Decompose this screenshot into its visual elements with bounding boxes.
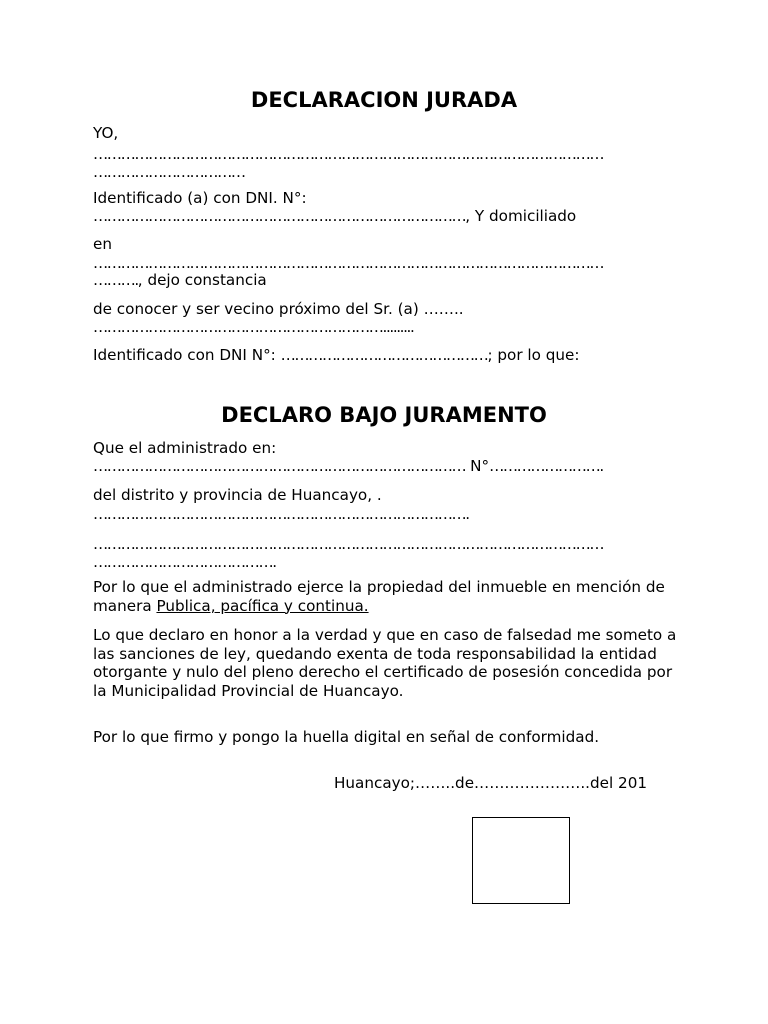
honor-paragraph: Lo que declaro en honor a la verdad y que en caso de falsedad me someto a las sanciones de ley, quedando exenta de toda responsabilidad la entidad otorgante y nulo del pleno derecho el certificado de posesión concedida por la Municipalidad Provincial de Huancayo.: [93, 626, 677, 700]
administrado-dots: ………………………………………………………………………: [93, 457, 466, 475]
constancia-label: , dejo constancia: [137, 271, 267, 289]
num-label: N°: [470, 457, 490, 475]
dni2-dots: ………………………………………: [280, 346, 488, 364]
vecino-dots: ……………………………………………………….........: [93, 318, 414, 336]
dni-label: Identificado (a) con DNI. N°:: [93, 189, 307, 207]
dni-dots: ………………………………………………………………………: [93, 207, 466, 225]
domicilio-label: , Y domiciliado: [465, 207, 577, 225]
blank-dots-line-2: ………………………………….: [93, 553, 276, 571]
yo-dots-line-1: …………………………………………………………………………………………………: [93, 145, 604, 163]
vecino-label: de conocer y ser vecino próximo del Sr. (a) ……..: [93, 300, 464, 318]
propiedad-paragraph: [93, 578, 683, 615]
document-title: DECLARACION JURADA: [250, 88, 518, 112]
administrado-label: Que el administrado en:: [93, 439, 277, 457]
por-lo-que: ; por lo que:: [487, 346, 580, 364]
distrito-dots: ……………………………………………………………………….: [93, 505, 469, 523]
yo-label: YO,: [93, 124, 119, 142]
blank-dots-line-1: …………………………………………………………………………………………………: [93, 535, 604, 553]
propiedad-text: Por lo que el administrado ejerce la propiedad del inmueble en mención de manera: [93, 578, 665, 615]
num-dots: …………………….: [489, 457, 603, 475]
en-label: en: [93, 235, 112, 253]
dni-line: [93, 207, 683, 226]
firma-paragraph: Por lo que firmo y pongo la huella digital en señal de conformidad.: [93, 728, 600, 746]
en-line-2: [93, 271, 683, 290]
declaration-subtitle: DECLARO BAJO JURAMENTO: [221, 403, 547, 427]
administrado-line: [93, 457, 683, 476]
fingerprint-box: [472, 817, 570, 904]
dni2-label: Identificado con DNI N°:: [93, 346, 276, 364]
en-dots-2: ……….: [93, 271, 138, 289]
dni2-line: [93, 346, 683, 365]
en-dots-line-1: …………………………………………………………………………………………………: [93, 254, 604, 272]
date-line: Huancayo;……..de…………………..del 201: [334, 774, 648, 792]
propiedad-underlined: Publica, pacífica y continua.: [156, 596, 369, 615]
yo-dots-line-2: ……………………………: [93, 163, 245, 181]
distrito-label: del distrito y provincia de Huancayo, .: [93, 486, 382, 504]
